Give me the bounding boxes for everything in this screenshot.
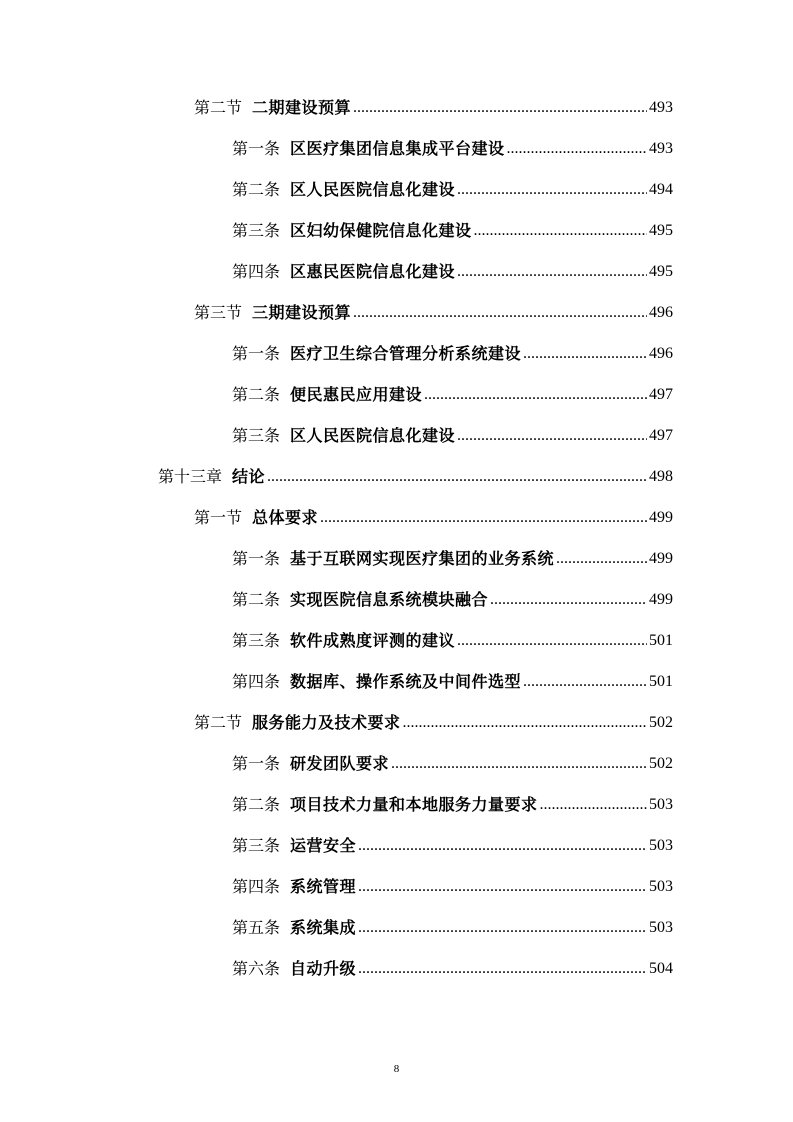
toc-entry-number: 第一节 [194,508,243,527]
dot-leader [424,385,647,405]
dot-leader [457,631,647,651]
toc-entry-page: 502 [649,755,673,772]
toc-entry-number: 第二条 [232,385,281,404]
toc-entry-page: 495 [649,222,673,239]
toc-entry-page: 501 [649,632,673,649]
dot-leader [556,549,647,569]
toc-entry-title: 结论 [232,467,266,486]
toc-entry-number: 第三条 [232,836,281,855]
toc-entry-number: 第四条 [232,262,281,281]
toc-entry-title: 基于互联网实现医疗集团的业务系统 [290,549,555,568]
toc-entry-title: 系统集成 [290,918,357,937]
toc-entry-title: 区人民医院信息化建设 [290,180,456,199]
toc-entry-title: 研发团队要求 [290,754,390,773]
toc-entry-number: 第六条 [232,959,281,978]
toc-entry[interactable] [194,500,673,528]
dot-leader [358,918,647,938]
toc-entry[interactable] [232,172,673,200]
toc-entry-page: 504 [649,960,673,977]
toc-entry-number: 第一条 [232,344,281,363]
toc-entry-title: 总体要求 [252,508,319,527]
toc-entry[interactable] [194,705,673,733]
toc-entry[interactable] [232,869,673,897]
toc-entry[interactable] [158,459,673,487]
toc-entry[interactable] [232,746,673,774]
toc-entry-number: 第三条 [232,631,281,650]
dot-leader [540,795,647,815]
toc-entry-title: 区医疗集团信息集成平台建设 [290,139,505,158]
toc-entry[interactable] [232,377,673,405]
toc-entry-page: 493 [649,99,673,116]
dot-leader [457,426,647,446]
toc-entry-page: 501 [649,673,673,690]
toc-entry-page: 503 [649,919,673,936]
toc-entry-page: 502 [649,714,673,731]
toc-entry[interactable] [232,541,673,569]
toc-entry[interactable] [232,664,673,692]
dot-leader [490,590,647,610]
dot-leader [353,303,647,323]
toc-entry-page: 496 [649,304,673,321]
dot-leader [507,139,647,159]
toc-entry[interactable] [194,295,673,323]
toc-entry-title: 自动升级 [290,959,357,978]
dot-leader [353,98,647,118]
dot-leader [474,221,647,241]
toc-entry[interactable] [194,90,673,118]
toc-entry-number: 第一条 [232,549,281,568]
toc-entry-number: 第一条 [232,139,281,158]
toc-entry-title: 实现医院信息系统模块融合 [290,590,489,609]
toc-entry-number: 第二条 [232,795,281,814]
toc-entry-page: 495 [649,263,673,280]
toc-entry-page: 503 [649,878,673,895]
toc-entry[interactable] [232,787,673,815]
toc-entry-title: 数据库、操作系统及中间件选型 [290,672,522,691]
dot-leader [403,713,647,733]
toc-entry-page: 497 [649,427,673,444]
toc-entry-number: 第五条 [232,918,281,937]
toc-entry[interactable] [232,254,673,282]
dot-leader [358,959,647,979]
toc-entry-number: 第三条 [232,221,281,240]
toc-entry[interactable] [232,582,673,610]
dot-leader [320,508,647,528]
toc-entry-title: 项目技术力量和本地服务力量要求 [290,795,538,814]
dot-leader [267,467,647,487]
toc-entry[interactable] [232,336,673,364]
toc-entry-title: 运营安全 [290,836,357,855]
toc-entry-page: 498 [649,468,673,485]
toc-entry[interactable] [232,131,673,159]
dot-leader [358,836,647,856]
toc-entry[interactable] [232,418,673,446]
toc-entry-title: 医疗卫生综合管理分析系统建设 [290,344,522,363]
toc-entry-number: 第四条 [232,877,281,896]
toc-entry-page: 499 [649,509,673,526]
toc-entry-title: 区妇幼保健院信息化建设 [290,221,472,240]
toc-entry-page: 499 [649,550,673,567]
toc-entry-number: 第十三章 [158,467,223,486]
toc-entry-page: 496 [649,345,673,362]
dot-leader [391,754,647,774]
toc-entry-title: 软件成熟度评测的建议 [290,631,456,650]
dot-leader [358,877,647,897]
dot-leader [523,344,647,364]
toc-entry-page: 499 [649,591,673,608]
toc-entry[interactable] [232,951,673,979]
dot-leader [457,180,647,200]
dot-leader [523,672,647,692]
toc-entry-page: 494 [649,181,673,198]
toc-entry-page: 503 [649,837,673,854]
toc-entry[interactable] [232,910,673,938]
page-number: 8 [393,1063,400,1075]
toc-entry-number: 第三条 [232,426,281,445]
toc-entry-number: 第三节 [194,303,243,322]
toc-entry-page: 503 [649,796,673,813]
toc-entry[interactable] [232,623,673,651]
toc-entry-number: 第二条 [232,590,281,609]
dot-leader [457,262,647,282]
toc-entry-title: 区惠民医院信息化建设 [290,262,456,281]
toc-entry-number: 第一条 [232,754,281,773]
toc-entry-title: 二期建设预算 [252,98,352,117]
toc-entry-title: 便民惠民应用建设 [290,385,423,404]
toc-entry[interactable] [232,213,673,241]
toc-entry-number: 第二节 [194,713,243,732]
toc-entry-number: 第二节 [194,98,243,117]
toc-entry-number: 第二条 [232,180,281,199]
toc-entry[interactable] [232,828,673,856]
toc-entry-title: 区人民医院信息化建设 [290,426,456,445]
toc-entry-page: 497 [649,386,673,403]
toc-entry-title: 服务能力及技术要求 [252,713,401,732]
toc-entry-page: 493 [649,140,673,157]
toc-entry-number: 第四条 [232,672,281,691]
toc-entry-title: 系统管理 [290,877,357,896]
toc-entry-title: 三期建设预算 [252,303,352,322]
